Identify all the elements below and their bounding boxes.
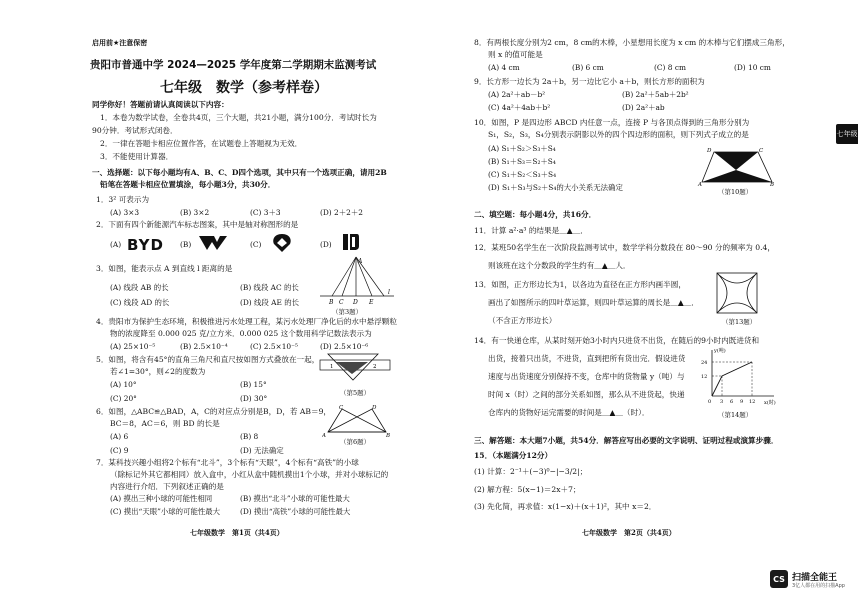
section-2-title: 二、填空题：每小题4分，共16分． xyxy=(474,210,597,219)
section-1-title: 一、选择题：以下每小题均有A、B、C、D四个选项，其中只有一个选项正确，请用2B xyxy=(92,168,387,177)
question-13-note: （不含正方形边长） xyxy=(488,316,557,325)
q9-option-d: (D) 2a²＋ab xyxy=(622,103,665,112)
question-2: 2．下面有四个新能源汽车标志图案，其中是轴对称图形的是 xyxy=(96,220,299,229)
section-1-title-2: 铅笔在答题卡相应位置填涂，每小题3分，共30分． xyxy=(100,180,276,189)
question-4-cont: 物的浓度降至 0.000 025 克/立方米．0.000 025 这个数用科学记数法表示为 xyxy=(110,329,372,338)
question-12: 12．某班50名学生在一次阶段监测考试中，数学学科分数段在 80～90 分的频率为 0.4， xyxy=(474,243,775,252)
q4-option-d: (D) 2.5×10⁻⁶ xyxy=(320,342,369,351)
q3-option-d: (D) 线段 AE 的长 xyxy=(240,298,300,307)
q14-ytick-24: 24 xyxy=(701,360,708,366)
figure-q6-caption: （第6题） xyxy=(340,438,371,446)
figure-q14-graph xyxy=(698,346,778,406)
svg-text:C: C xyxy=(339,405,344,411)
question-15-part-3: (3) 先化简，再求值：x(1−x)＋(x＋1)²，其中 x＝2． xyxy=(474,502,657,511)
q10-option-b: (B) S₁＋S₃＝S₂＋S₄ xyxy=(488,157,556,166)
question-1: 1．3² 可表示为 xyxy=(96,195,150,204)
question-6: 6．如图，△ABC≌△BAD，A，C的对应点分别是B，D，若 AB＝9， xyxy=(96,407,332,416)
q6-option-d: (D) 无法确定 xyxy=(240,446,284,455)
figure-q13-caption: （第13题） xyxy=(722,318,757,326)
q4-option-b: (B) 2.5×10⁻⁴ xyxy=(180,342,228,351)
svg-text:A: A xyxy=(322,433,326,438)
q14-xtick-6: 6 xyxy=(730,399,734,405)
question-14-line-4: 时间 x（时）之间的部分关系如图，那么从不进货起，快递 xyxy=(488,390,685,399)
page-1-footer: 七年级数学 第1页（共4页） xyxy=(190,528,284,537)
q6-option-a: (A) 6 xyxy=(110,432,129,441)
note-2: 2．一律在答题卡相应位置作答，在试题卷上答题视为无效． xyxy=(100,139,303,148)
note-3: 3．不能使用计算器． xyxy=(100,152,174,161)
q9-option-a: (A) 2a²＋ab－b² xyxy=(488,90,546,99)
car-logo-d-icon xyxy=(340,232,360,254)
q7-option-a: (A) 摸出三种小球的可能性相同 xyxy=(110,494,213,503)
svg-text:B: B xyxy=(386,433,391,438)
question-13-cont: 画出了如图所示的四叶草运算，则四叶草运算的周长是＿▲＿． xyxy=(488,298,699,307)
question-3: 3．如图，能表示点 A 到直线 l 距离的是 xyxy=(96,264,233,273)
q14-xtick-0: 0 xyxy=(708,399,712,405)
confidential-label: 启用前★注意保密 xyxy=(92,39,148,47)
q6-option-c: (C) 9 xyxy=(110,446,129,455)
q14-x-label: x(时) xyxy=(764,400,776,406)
car-logo-c-icon xyxy=(270,232,294,254)
q14-xtick-12: 12 xyxy=(749,399,756,405)
q14-ytick-12: 12 xyxy=(701,374,708,380)
question-14-line-3: 速度与出货速度分别保持不变，仓库中的货物量 y（吨）与 xyxy=(488,372,685,381)
q10-option-a: (A) S₁＋S₂＞S₃＋S₄ xyxy=(488,144,556,153)
svg-text:C: C xyxy=(759,148,764,154)
q3-option-a: (A) 线段 AB 的长 xyxy=(110,283,169,292)
q1-option-a: (A) 3×3 xyxy=(110,208,140,217)
q8-option-a: (A) 4 cm xyxy=(488,63,520,72)
question-10-cont: S₁，S₂，S₃，S₄分别表示阴影以外的四个四边形的面积，则下列式子成立的是 xyxy=(488,130,749,139)
car-logo-b-icon xyxy=(198,234,228,252)
camscanner-logo-icon: CS xyxy=(770,570,788,588)
q5-option-c: (C) 20° xyxy=(110,394,137,403)
figure-q10-caption: （第10题） xyxy=(718,188,753,196)
q5-option-a: (A) 10° xyxy=(110,380,137,389)
q3-option-b: (B) 线段 AC 的长 xyxy=(240,283,299,292)
svg-text:2: 2 xyxy=(373,364,377,370)
q2-option-c: (C) xyxy=(250,240,262,249)
figure-q10-diagram xyxy=(696,146,776,186)
q8-option-d: (D) 10 cm xyxy=(734,63,771,72)
q4-option-a: (A) 25×10⁻⁵ xyxy=(110,342,156,351)
question-9: 9．长方形一边长为 2a＋b，另一边比它小 a＋b，则长方形的面积为 xyxy=(474,77,705,86)
question-15: 15．（本题满分12分） xyxy=(474,451,553,460)
q2-option-d: (D) xyxy=(320,240,332,249)
figure-q13-diagram xyxy=(716,272,758,314)
question-14-line-5: 仓库内的货物好运完需要的时间是＿▲＿（时）． xyxy=(488,408,650,417)
question-15-part-2: (2) 解方程：5(x−1)＝2x＋7； xyxy=(474,485,581,494)
q14-xtick-9: 9 xyxy=(740,399,744,405)
question-7-cont: （除标记外其它都相同）放入盒中，小红从盒中随机摸出1个小球，并对小球标记的 xyxy=(110,470,389,479)
q3-option-c: (C) 线段 AD 的长 xyxy=(110,298,170,307)
svg-text:E: E xyxy=(369,299,374,306)
question-8-cont: 则 x 的值可能是 xyxy=(488,50,543,59)
figure-q5-diagram xyxy=(318,350,392,384)
q14-y-label: y(吨) xyxy=(714,348,726,354)
svg-text:C: C xyxy=(339,299,344,306)
question-12-cont: 则该班在这个分数段的学生约有＿▲＿人． xyxy=(488,261,631,270)
page-2-footer: 七年级数学 第2页（共4页） xyxy=(582,528,676,537)
greeting: 同学你好！答题前请认真阅读以下内容： xyxy=(92,100,229,109)
question-10: 10．如图，P 是四边形 ABCD 内任意一点，连接 P 与各顶点得到的三角形分别为 xyxy=(474,118,750,127)
figure-q3-diagram xyxy=(318,254,396,310)
svg-text:A: A xyxy=(358,258,363,265)
grade-side-tab: 七年级 xyxy=(836,124,858,144)
camscanner-tagline: 3亿人都在用的扫描App xyxy=(792,583,845,589)
question-11: 11．计算 a²·a³ 的结果是＿▲＿． xyxy=(474,226,588,235)
svg-text:D: D xyxy=(707,148,712,154)
q7-option-c: (C) 摸出“天眼”小球的可能性最大 xyxy=(110,507,221,516)
q9-option-b: (B) 2a²＋5ab＋2b² xyxy=(622,90,689,99)
q1-option-d: (D) 2＋2＋2 xyxy=(320,208,363,217)
note-1b: 90分钟．考试形式闭卷． xyxy=(92,126,178,135)
q1-option-c: (C) 3＋3 xyxy=(250,208,281,217)
q4-option-c: (C) 2.5×10⁻⁵ xyxy=(250,342,298,351)
svg-text:1: 1 xyxy=(330,364,334,370)
q10-option-c: (C) S₁＋S₂＜S₃＋S₄ xyxy=(488,170,557,179)
question-7-cont-2: 内容进行介绍．下列叙述正确的是 xyxy=(110,482,224,491)
note-1: 1．本卷为数学试卷，全卷共4页，三个大题，共21小题，满分100分．考试时长为 xyxy=(100,113,377,122)
q5-option-d: (D) 30° xyxy=(240,394,268,403)
question-15-part-1: (1) 计算：2⁻¹＋(−3)⁰−|−3/2|； xyxy=(474,467,588,476)
question-6-cont: BC＝8，AC＝6，则 BD 的长是 xyxy=(110,419,220,428)
question-8: 8．有两根长度分别为2 cm，8 cm的木棒，小星想用长度为 x cm 的木棒与它们摆成三角形， xyxy=(474,38,790,47)
figure-q3-caption: （第3题） xyxy=(332,308,363,316)
figure-q14-caption: （第14题） xyxy=(718,411,753,419)
q9-option-c: (C) 4a²＋4ab＋b² xyxy=(488,103,551,112)
question-14-line-2: 出货，接着只出货，不进货，直到把所有货出完．假设进货 xyxy=(488,354,686,363)
figure-q6-diagram xyxy=(322,404,392,438)
exam-page-2 xyxy=(432,0,860,608)
question-4: 4．贵阳市为保护生态环境，积极推进污水处理工程，某污水处理厂净化后的水中悬浮颗粒 xyxy=(96,317,397,326)
question-13: 13．如图，正方形边长为1，以各边为直径在正方形内画半圆， xyxy=(474,280,686,289)
q5-option-b: (B) 15° xyxy=(240,380,267,389)
q1-option-b: (B) 3×2 xyxy=(180,208,210,217)
svg-text:B: B xyxy=(329,299,334,306)
q7-option-d: (D) 摸出“高铁”小球的可能性最大 xyxy=(240,507,351,516)
q7-option-b: (B) 摸出“北斗”小球的可能性最大 xyxy=(240,494,350,503)
q8-option-b: (B) 6 cm xyxy=(572,63,604,72)
question-5-cont: 若∠1=30°，则∠2的度数为 xyxy=(110,367,206,376)
svg-text:l: l xyxy=(388,289,390,296)
svg-text:D: D xyxy=(372,405,377,411)
question-5: 5．如图，将含有45°的直角三角尺和直尺按如图方式叠放在一起， xyxy=(96,355,320,364)
q8-option-c: (C) 8 cm xyxy=(654,63,686,72)
byd-logo-image: BYD xyxy=(127,236,164,254)
q2-option-a: (A) xyxy=(110,240,122,249)
q6-option-b: (B) 8 xyxy=(240,432,259,441)
svg-text:A: A xyxy=(698,182,702,186)
svg-text:D: D xyxy=(353,299,358,306)
exam-title: 贵阳市普通中学 2024—2025 学年度第二学期期末监测考试 xyxy=(90,59,377,71)
section-3-title: 三、解答题：本大题7小题，共54分．解答应写出必要的文字说明、证明过程或演算步骤． xyxy=(474,436,779,445)
camscanner-brand: 扫描全能王 xyxy=(792,573,838,583)
svg-text:B: B xyxy=(770,182,775,186)
q2-option-b: (B) xyxy=(180,240,192,249)
question-14: 14．有一快递仓库，从某时刻开始3小时内只进货不出货，在随后的9小时内既进货和 xyxy=(474,336,760,345)
grade-subject-title: 七年级 数学（参考样卷） xyxy=(160,80,328,96)
q10-option-d: (D) S₁＋S₃与S₂＋S₄的大小关系无法确定 xyxy=(488,183,623,192)
figure-q5-caption: （第5题） xyxy=(340,389,371,397)
question-7: 7．某科技兴趣小组将2个标有“北斗”，3个标有“天眼”，4个标有“高铁”的小球 xyxy=(96,458,359,467)
q14-xtick-3: 3 xyxy=(720,399,724,405)
